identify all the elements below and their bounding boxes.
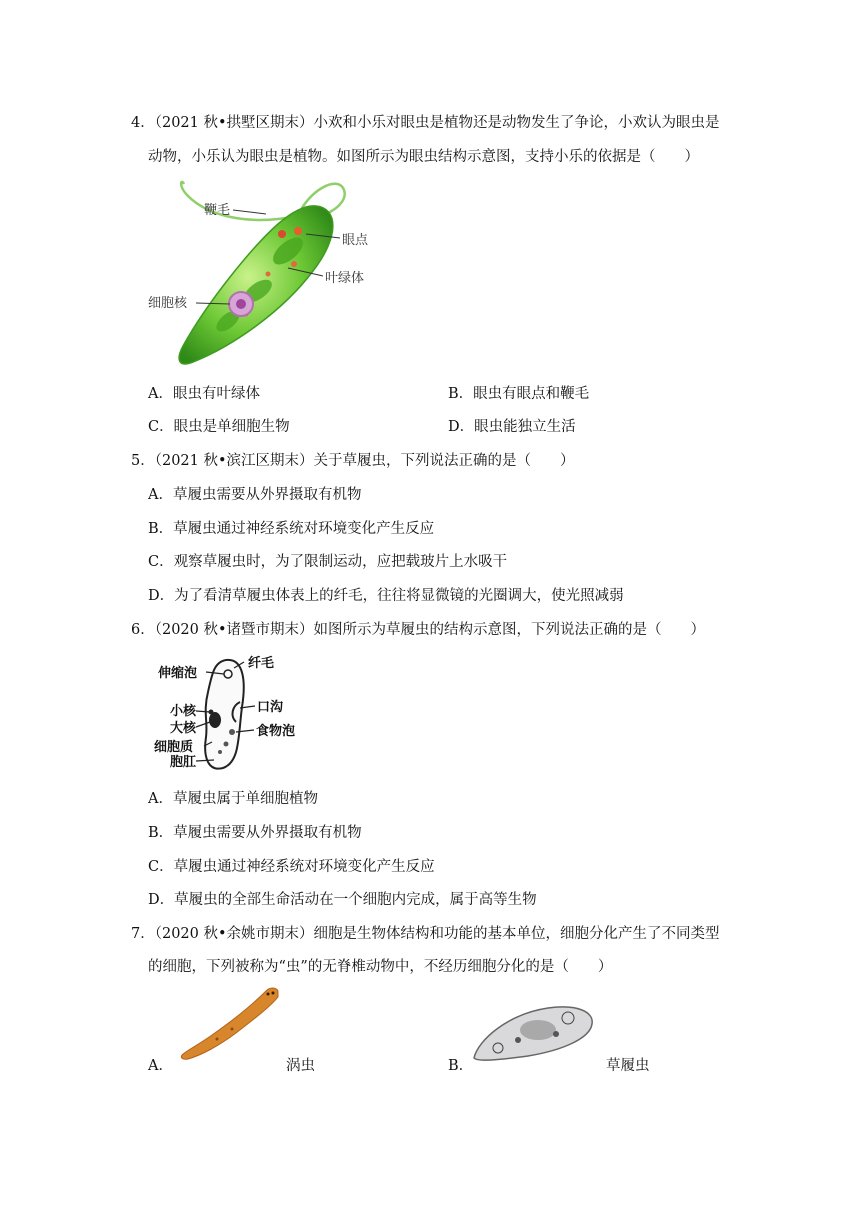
label-macronucleus: 大核: [170, 721, 197, 736]
euglena-figure: [148, 176, 388, 370]
eyespot-mark: [294, 227, 302, 235]
question-4-stem-line-1: 4．（2021 秋•拱墅区期末）小欢和小乐对眼虫是植物还是动物发生了争论，小欢认为眼虫是: [131, 115, 720, 131]
question-4-option-b[interactable]: B．眼虫有眼点和鞭毛: [448, 386, 590, 402]
label-cytoplasm: 细胞质: [154, 740, 194, 755]
question-5-stem: 5．（2021 秋•滨江区期末）关于草履虫，下列说法正确的是（ ）: [131, 453, 575, 469]
question-7-stem-line-1: 7．（2020 秋•余姚市期末）细胞是生物体结构和功能的基本单位，细胞分化产生了不同类型: [131, 926, 720, 942]
paramecium-figure: [148, 652, 308, 774]
question-4-option-c[interactable]: C．眼虫是单细胞生物: [148, 419, 290, 435]
question-5-option-c[interactable]: C．观察草履虫时，为了限制运动，应把载玻片上水吸干: [148, 554, 508, 570]
question-5-option-d[interactable]: D．为了看清草履虫体表上的纤毛，往往将显微镜的光圈调大，使光照减弱: [148, 588, 624, 604]
label-contractile-vacuole: 伸缩泡: [158, 666, 198, 681]
label-micronucleus: 小核: [170, 704, 197, 719]
paramecium-caption: 草履虫: [606, 1058, 650, 1074]
question-6-option-a[interactable]: A．草履虫属于单细胞植物: [148, 791, 318, 807]
question-5-option-b[interactable]: B．草履虫通过神经系统对环境变化产生反应: [148, 521, 435, 537]
question-4-stem-line-2: 动物，小乐认为眼虫是植物。如图所示为眼虫结构示意图，支持小乐的依据是（ ）: [148, 149, 699, 165]
question-4-option-a[interactable]: A．眼虫有叶绿体: [148, 386, 260, 402]
label-flagellum: 鞭毛: [204, 203, 231, 218]
question-7-option-a[interactable]: A．: [148, 1058, 173, 1074]
label-eyespot: 眼点: [342, 233, 369, 248]
label-cilia: 纤毛: [248, 656, 275, 671]
paramecium-photo: [468, 1000, 598, 1064]
label-chloroplast: 叶绿体: [325, 271, 365, 286]
question-5-option-a[interactable]: A．草履虫需要从外界摄取有机物: [148, 487, 362, 503]
label-food-vacuole: 食物泡: [256, 724, 296, 739]
question-6-stem: 6．（2020 秋•诸暨市期末）如图所示为草履虫的结构示意图，下列说法正确的是（ ）: [131, 622, 706, 638]
planarian-caption: 涡虫: [286, 1058, 315, 1074]
label-oral-groove: 口沟: [257, 700, 284, 715]
label-nucleus: 细胞核: [148, 296, 188, 311]
question-6-option-d[interactable]: D．草履虫的全部生命活动在一个细胞内完成，属于高等生物: [148, 892, 537, 908]
question-6-option-c[interactable]: C．草履虫通过神经系统对环境变化产生反应: [148, 859, 435, 875]
question-7-stem-line-2: 的细胞，下列被称为“虫”的无脊椎动物中，不经历细胞分化的是（ ）: [148, 959, 613, 975]
question-4-option-d[interactable]: D．眼虫能独立生活: [448, 419, 576, 435]
planarian-image: [172, 985, 284, 1065]
label-anal-pore: 胞肛: [170, 755, 197, 770]
question-6-option-b[interactable]: B．草履虫需要从外界摄取有机物: [148, 825, 362, 841]
question-7-option-b[interactable]: B．: [448, 1058, 474, 1074]
